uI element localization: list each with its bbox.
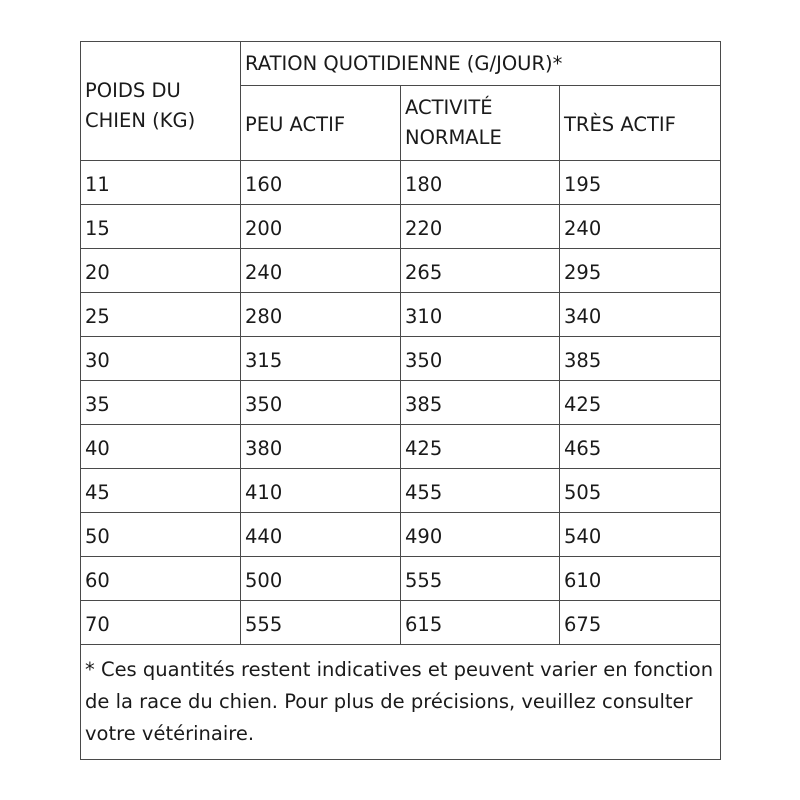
ration-high-cell: 340 [560, 293, 721, 337]
footnote-row [81, 645, 721, 760]
table-row [81, 249, 721, 293]
weight-cell: 30 [81, 337, 241, 381]
weight-cell: 15 [81, 205, 241, 249]
ration-high-cell: 240 [560, 205, 721, 249]
ration-normal-cell: 180 [401, 161, 560, 205]
ration-normal-cell: 490 [401, 513, 560, 557]
ration-low-cell: 200 [241, 205, 401, 249]
ration-low-cell: 350 [241, 381, 401, 425]
ration-normal-cell: 425 [401, 425, 560, 469]
ration-low-cell: 160 [241, 161, 401, 205]
activity-header-normal: ACTIVITÉ NORMALE [401, 86, 560, 161]
ration-high-cell: 465 [560, 425, 721, 469]
weight-cell: 40 [81, 425, 241, 469]
header-row [81, 42, 721, 86]
ration-normal-cell: 220 [401, 205, 560, 249]
weight-cell: 20 [81, 249, 241, 293]
table-row [81, 425, 721, 469]
activity-header-low: PEU ACTIF [241, 86, 401, 161]
weight-header: POIDS DU CHIEN (KG) [81, 42, 241, 161]
table-row [81, 601, 721, 645]
table-row [81, 469, 721, 513]
activity-header-high: TRÈS ACTIF [560, 86, 721, 161]
weight-cell: 11 [81, 161, 241, 205]
ration-high-cell: 505 [560, 469, 721, 513]
ration-normal-cell: 615 [401, 601, 560, 645]
weight-cell: 50 [81, 513, 241, 557]
table-row [81, 337, 721, 381]
ration-low-cell: 500 [241, 557, 401, 601]
ration-normal-cell: 555 [401, 557, 560, 601]
ration-low-cell: 410 [241, 469, 401, 513]
ration-normal-cell: 265 [401, 249, 560, 293]
table-row [81, 381, 721, 425]
ration-normal-cell: 455 [401, 469, 560, 513]
ration-low-cell: 315 [241, 337, 401, 381]
table-row [81, 205, 721, 249]
ration-high-cell: 195 [560, 161, 721, 205]
table-row [81, 161, 721, 205]
ration-high-cell: 675 [560, 601, 721, 645]
footnote: * Ces quantités restent indicatives et peuvent varier en fonction de la race du chien. Pour plus de précisions, veuillez consulter votre vétérinaire. [81, 645, 721, 760]
ration-normal-cell: 310 [401, 293, 560, 337]
ration-high-cell: 385 [560, 337, 721, 381]
weight-cell: 45 [81, 469, 241, 513]
weight-cell: 35 [81, 381, 241, 425]
ration-normal-cell: 385 [401, 381, 560, 425]
ration-high-cell: 610 [560, 557, 721, 601]
ration-header: RATION QUOTIDIENNE (G/JOUR)* [241, 42, 721, 86]
ration-low-cell: 555 [241, 601, 401, 645]
ration-normal-cell: 350 [401, 337, 560, 381]
ration-high-cell: 425 [560, 381, 721, 425]
ration-low-cell: 380 [241, 425, 401, 469]
ration-high-cell: 540 [560, 513, 721, 557]
table-row [81, 293, 721, 337]
ration-low-cell: 240 [241, 249, 401, 293]
table-row [81, 557, 721, 601]
table-row [81, 513, 721, 557]
weight-cell: 25 [81, 293, 241, 337]
ration-low-cell: 280 [241, 293, 401, 337]
weight-cell: 60 [81, 557, 241, 601]
ration-table [80, 41, 721, 760]
ration-low-cell: 440 [241, 513, 401, 557]
ration-high-cell: 295 [560, 249, 721, 293]
weight-cell: 70 [81, 601, 241, 645]
